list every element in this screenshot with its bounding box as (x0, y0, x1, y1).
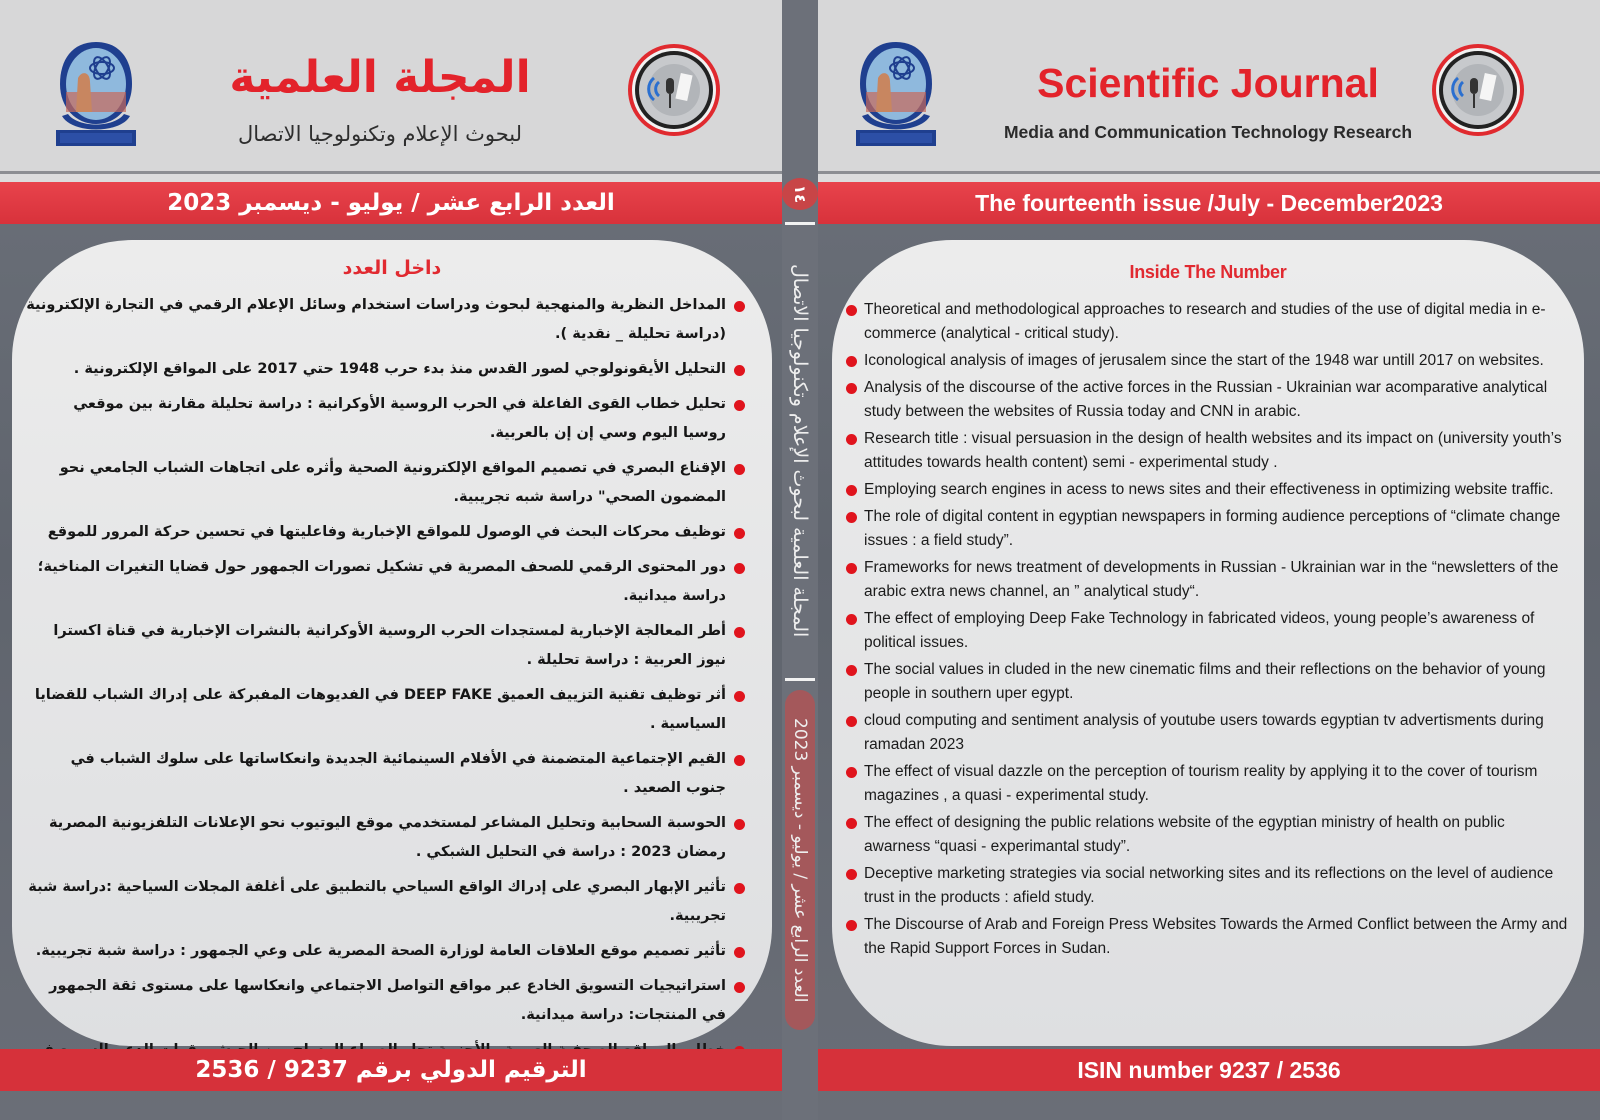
spine-title: المجلة العلمية لبحوث الإعلام وتكنولوجيا الاتصال (789, 264, 811, 638)
list-item: The effect of visual dazzle on the perception of tourism reality by applying it to the cover of tourism magazines , a quasi - experimental study. (844, 760, 1572, 808)
arabic-isin-band: الترقيم الدولي برقم 9237 / 2536 (0, 1049, 782, 1091)
arabic-journal-title: المجلة العلمية (229, 52, 531, 103)
bullet-icon (846, 767, 857, 778)
list-item: Analysis of the discourse of the active forces in the Russian - Ukrainian war acomparative analytical study between the websites of Russia today and CNN in arabic. (844, 376, 1572, 424)
list-item: The Discourse of Arab and Foreign Press Websites Towards the Armed Conflict between the Army and the Rapid Support Forces in Sudan. (844, 913, 1572, 961)
bullet-icon (734, 464, 745, 475)
bullet-icon (846, 614, 857, 625)
list-item: المداخل النظرية والمنهجية لبحوث ودراسات استخدام وسائل الإعلام الرقمي في التجارة الإلكترونية (دراسة تحليلة _ نقدية ). (26, 291, 746, 349)
list-item: دور المحتوى الرقمي للصحف المصرية في تشكيل تصورات الجمهور حول قضايا التغيرات المناخية؛ دراسة ميدانية. (26, 553, 746, 611)
spine-divider (785, 678, 815, 681)
arabic-journal-subtitle: لبحوث الإعلام وتكنولوجيا الاتصال (237, 122, 523, 146)
list-item: استراتيجيات التسويق الخادع عبر مواقع التواصل الاجتماعي وانعكاسها على مستوى ثقة الجمهور في المنتجات: دراسة ميدانية. (26, 972, 746, 1030)
bullet-icon (846, 512, 857, 523)
list-item: Research title : visual persuasion in the design of health websites and its impact on (university youth’s attitudes towards health content) semi - experimental study . (844, 427, 1572, 475)
bullet-icon (846, 485, 857, 496)
south-valley-university-logo-icon (52, 38, 140, 150)
list-item: The effect of employing Deep Fake Technology in fabricated videos, young people’s awareness of political issues. (844, 607, 1572, 655)
media-research-logo-icon (626, 42, 722, 138)
arabic-cover-header (0, 0, 782, 174)
bullet-icon (734, 301, 745, 312)
list-item: The social values in cluded in the new cinematic films and their reflections on the behavior of young people in southern uper egypt. (844, 658, 1572, 706)
list-item: cloud computing and sentiment analysis of youtube users towards egyptian tv advertisments during ramadan 2023 (844, 709, 1572, 757)
spine-issue-number: ١٤ (782, 178, 818, 210)
bullet-icon (734, 755, 745, 766)
bullet-icon (734, 819, 745, 830)
bullet-icon (734, 627, 745, 638)
bullet-icon (734, 528, 745, 539)
bullet-icon (846, 434, 857, 445)
english-contents-heading: Inside The Number (1129, 262, 1287, 282)
english-contents-list (844, 298, 1572, 964)
bullet-icon (846, 920, 857, 931)
arabic-contents-card (12, 240, 772, 1046)
list-item: القيم الإجتماعية المتضمنة في الأفلام السينمائية الجديدة وانعكاساتها على سلوك الشباب في جنوب الصعيد . (26, 745, 746, 803)
bullet-icon (734, 563, 745, 574)
list-item: الإقناع البصري في تصميم المواقع الإلكترونية الصحية وأثره على اتجاهات الشباب الجامعي نحو المضمون الصحي" دراسة شبه تجريبية. (26, 454, 746, 512)
arabic-contents-list (26, 291, 746, 1100)
list-item: التحليل الأيقونولوجي لصور القدس منذ بدء حرب 1948 حتي 2017 على المواقع الإلكترونية . (26, 355, 746, 384)
bullet-icon (734, 883, 745, 894)
list-item: تأثير تصميم موقع العلاقات العامة لوزارة الصحة المصرية على وعي الجمهور : دراسة شبة تجريبية. (26, 937, 746, 966)
bullet-icon (846, 818, 857, 829)
bullet-icon (846, 356, 857, 367)
list-item: تأثير الإبهار البصري على إدراك الواقع السياحي بالتطبيق على أغلفة المجلات السياحية :دراسة شبة تجريبية. (26, 873, 746, 931)
bullet-icon (846, 716, 857, 727)
list-item: Deceptive marketing strategies via social networking sites and its reflections on the level of audience trust in the products : afield study. (844, 862, 1572, 910)
english-front-cover (818, 0, 1600, 1120)
english-journal-subtitle: Media and Communication Technology Research (1003, 122, 1413, 142)
list-item: أطر المعالجة الإخبارية لمستجدات الحرب الروسية الأوكرانية بالنشرات الإخبارية في قناة اكسترا نيوز العربية : دراسة تحليلة . (26, 617, 746, 675)
english-journal-title: Scientific Journal (1037, 60, 1379, 106)
south-valley-university-logo-icon (852, 38, 940, 150)
bullet-icon (734, 400, 745, 411)
spine-date: العدد الرابع عشر / يوليو - ديسمبر 2023 (785, 690, 815, 1030)
list-item: الحوسبة السحابية وتحليل المشاعر لمستخدمي موقع اليوتيوب نحو الإعلانات التلفزيونية المصرية رمضان 2023 : دراسة في التحليل الشبكي . (26, 809, 746, 867)
list-item: أثر توظيف تقنية التزييف العميق DEEP FAKE في الفديوهات المفبركة على إدراك الشباب للقضايا السياسية . (26, 681, 746, 739)
english-cover-header (818, 0, 1600, 174)
bullet-icon (846, 383, 857, 394)
english-isin-band: ISIN number 9237 / 2536 (818, 1049, 1600, 1091)
list-item: Employing search engines in acess to news sites and their effectiveness in optimizing website traffic. (844, 478, 1572, 502)
english-contents-card (832, 240, 1584, 1046)
list-item: The effect of designing the public relations website of the egyptian ministry of health on public awarness “quasi - experimantal study”. (844, 811, 1572, 859)
bullet-icon (846, 869, 857, 880)
list-item: توظيف محركات البحث في الوصول للمواقع الإخبارية وفاعليتها في تحسين حركة المرور للموقع (26, 518, 746, 547)
list-item: Frameworks for news treatment of developments in Russian - Ukrainian war in the “newsletters of the arabic extra news channel, an ” analytical study“. (844, 556, 1572, 604)
arabic-contents-heading: داخل العدد (342, 257, 442, 279)
bullet-icon (734, 365, 745, 376)
list-item: Theoretical and methodological approaches to research and studies of the use of digital media in e-commerce (analytical - critical study). (844, 298, 1572, 346)
journal-spine (782, 0, 818, 1120)
english-issue-band: The fourteenth issue /July - December2023 (818, 182, 1600, 224)
list-item: The role of digital content in egyptian newspapers in forming audience perceptions of “climate change issues : a field study”. (844, 505, 1572, 553)
bullet-icon (734, 947, 745, 958)
media-research-logo-icon (1430, 42, 1526, 138)
list-item: تحليل خطاب القوى الفاعلة في الحرب الروسية الأوكرانية : دراسة تحليلة مقارنة بين موقعي روسيا اليوم وسي إن إن بالعربية. (26, 390, 746, 448)
arabic-issue-band: العدد الرابع عشر / يوليو - ديسمبر 2023 (0, 182, 782, 224)
bullet-icon (734, 691, 745, 702)
spine-divider (785, 222, 815, 225)
bullet-icon (846, 665, 857, 676)
arabic-back-cover (0, 0, 782, 1120)
bullet-icon (846, 305, 857, 316)
bullet-icon (734, 982, 745, 993)
list-item: Iconological analysis of images of jerusalem since the start of the 1948 war untill 2017 on websites. (844, 349, 1572, 373)
bullet-icon (846, 563, 857, 574)
